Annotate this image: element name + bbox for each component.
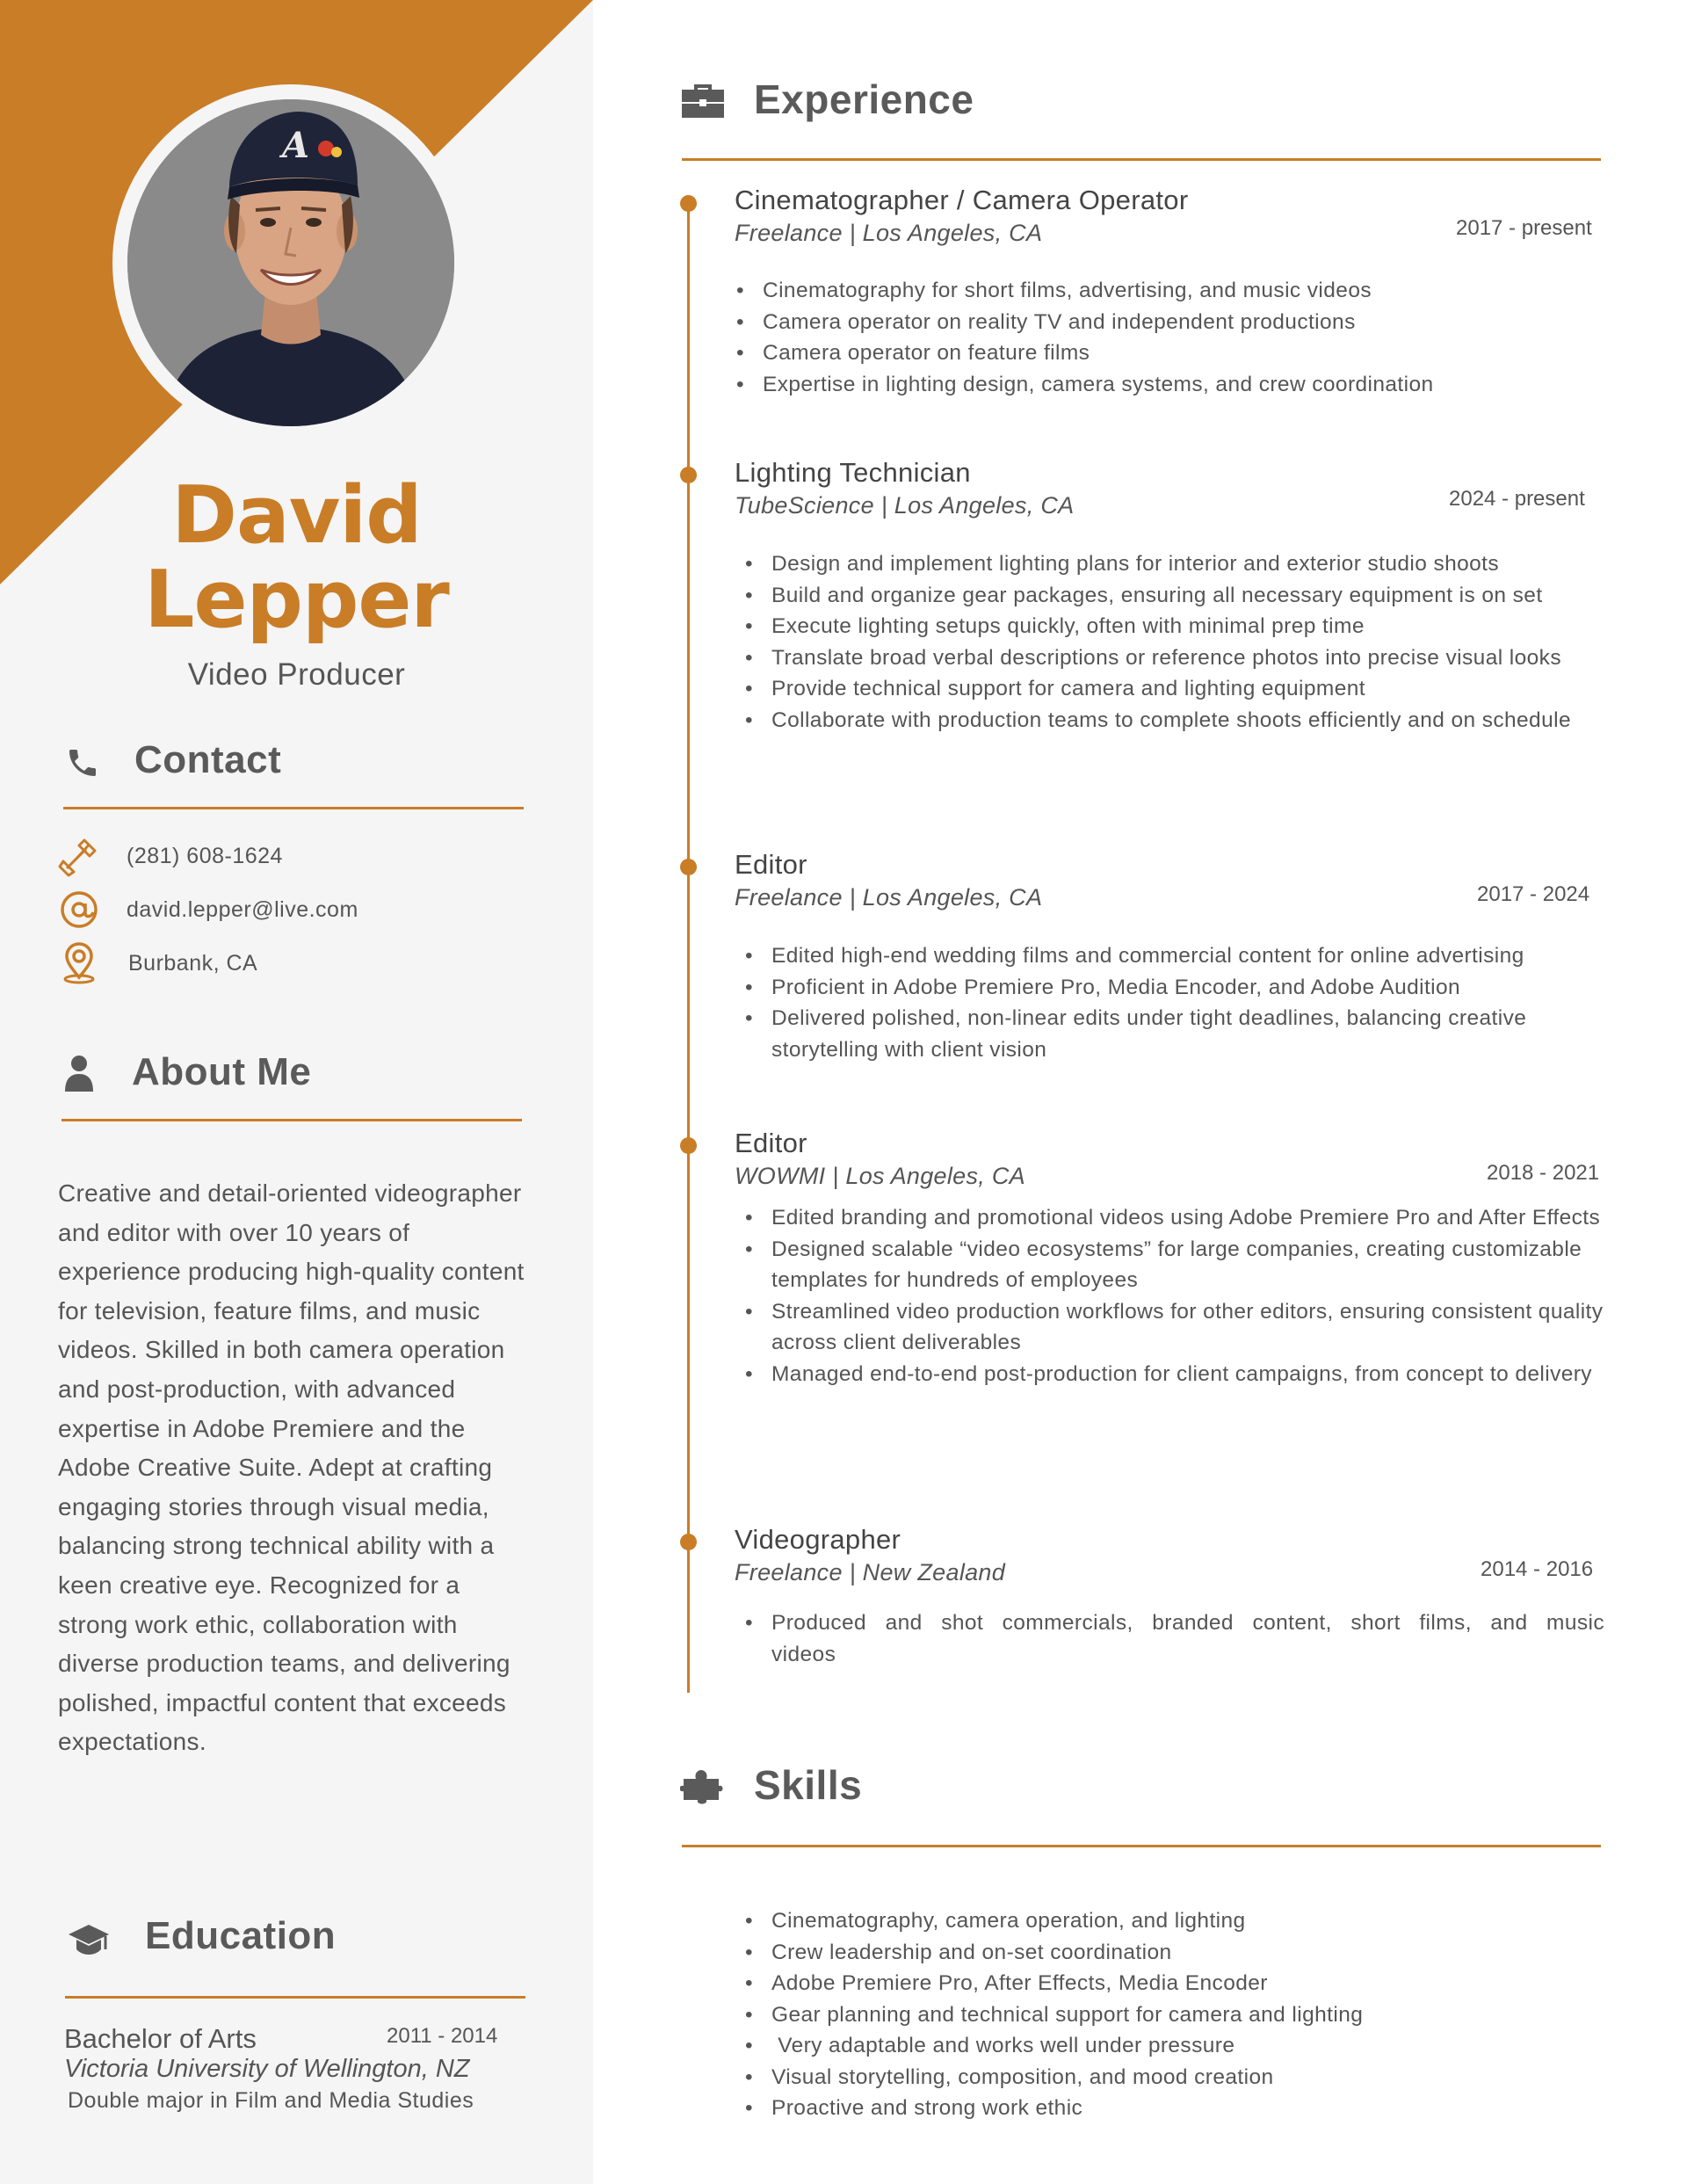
job-bullets — [735, 1202, 1604, 1389]
job-bullets — [735, 548, 1604, 736]
skills-divider — [682, 1845, 1601, 1847]
job-company: Freelance | Los Angeles, CA — [735, 220, 1043, 246]
job-bullet: • Edited branding and promotional videos using Adobe Premiere Pro and After Effects — [735, 1202, 1604, 1234]
experience-divider — [682, 158, 1601, 161]
contact-location: Burbank, CA — [128, 951, 258, 976]
puzzle-icon — [680, 1770, 724, 1805]
job-bullet: • Produced and shot commercials, branded content, short films, and music videos — [735, 1607, 1604, 1670]
location-pin-icon — [58, 942, 100, 984]
job-bullets — [735, 940, 1604, 1065]
portrait-image — [127, 99, 454, 426]
timeline-dot — [680, 195, 697, 212]
job-company: TubeScience | Los Angeles, CA — [735, 492, 1075, 519]
job-bullet: • Camera operator on reality TV and independent productions — [726, 307, 1604, 338]
skills-list — [735, 1905, 1604, 2124]
job-title: Editor — [735, 1128, 807, 1158]
job-title: Cinematographer / Camera Operator — [735, 185, 1189, 215]
job-dates: 2014 - 2016 — [1481, 1557, 1594, 1581]
job-entry — [735, 849, 1604, 1065]
skill-item: • Adobe Premiere Pro, After Effects, Media Encoder — [735, 1968, 1604, 1999]
about-divider — [62, 1119, 522, 1121]
job-title: Lighting Technician — [735, 457, 971, 488]
job-bullet: • Managed end-to-end post-production for client campaigns, from concept to delivery — [735, 1359, 1604, 1390]
job-entry — [735, 185, 1604, 400]
job-bullet: • Edited high-end wedding films and commercial content for online advertising — [735, 940, 1604, 972]
phone-icon — [65, 745, 100, 780]
experience-timeline — [687, 200, 690, 1693]
contact-phone[interactable]: (281) 608-1624 — [127, 844, 283, 868]
job-bullet: • Translate broad verbal descriptions or reference photos into precise visual looks — [735, 642, 1604, 674]
person-icon — [63, 1055, 95, 1092]
timeline-dot — [680, 467, 697, 483]
timeline-dot — [680, 859, 697, 875]
job-title: Videographer — [735, 1524, 901, 1555]
job-bullet: • Designed scalable “video ecosystems” for large companies, creating customizable templates for hundreds of employees — [735, 1234, 1604, 1296]
briefcase-icon — [682, 84, 724, 118]
skill-item: • Gear planning and technical support for camera and lighting — [735, 1999, 1604, 2031]
name-last: Lepper — [144, 554, 449, 646]
job-role: Video Producer — [187, 657, 406, 692]
job-bullet: • Build and organize gear packages, ensuring all necessary equipment is on set — [735, 580, 1604, 612]
job-bullet: • Design and implement lighting plans for interior and exterior studio shoots — [735, 548, 1604, 580]
job-bullet: • Expertise in lighting design, camera systems, and crew coordination — [726, 369, 1604, 401]
about-heading: About Me — [132, 1050, 312, 1093]
job-bullet: • Proficient in Adobe Premiere Pro, Media Encoder, and Adobe Audition — [735, 972, 1604, 1004]
at-sign-icon — [58, 889, 100, 931]
job-dates: 2018 - 2021 — [1487, 1161, 1600, 1185]
education-degree: Bachelor of Arts — [64, 2023, 257, 2054]
job-entry — [735, 457, 1604, 736]
experience-heading: Experience — [754, 76, 974, 122]
job-bullet: • Provide technical support for camera and lighting equipment — [735, 673, 1604, 705]
education-heading: Education — [145, 1914, 337, 1957]
timeline-dot — [680, 1137, 697, 1154]
contact-email[interactable]: david.lepper@live.com — [127, 897, 358, 922]
education-school: Victoria University of Wellington, NZ — [64, 2055, 470, 2083]
job-bullet: • Delivered polished, non-linear edits under tight deadlines, balancing creative storytelling with client vision — [735, 1003, 1604, 1065]
skill-item: • Crew leadership and on-set coordination — [735, 1937, 1604, 1969]
job-bullet: • Streamlined video production workflows for other editors, ensuring consistent quality across client deliverables — [735, 1296, 1604, 1359]
job-company: Freelance | Los Angeles, CA — [735, 884, 1043, 911]
skill-item: • Visual storytelling, composition, and mood creation — [735, 2062, 1604, 2093]
job-bullet: • Execute lighting setups quickly, often with minimal prep time — [735, 611, 1604, 642]
job-bullet: • Camera operator on feature films — [726, 337, 1604, 369]
job-bullets — [726, 275, 1604, 400]
job-bullet: • Cinematography for short films, advertising, and music videos — [726, 275, 1604, 307]
skill-item: • Proactive and strong work ethic — [735, 2093, 1604, 2124]
job-dates: 2017 - 2024 — [1477, 882, 1590, 906]
svg-text:A: A — [282, 125, 310, 166]
education-divider — [65, 1996, 525, 1999]
skill-item: • Very adaptable and works well under pressure — [735, 2030, 1604, 2062]
job-entry — [735, 1524, 1604, 1670]
job-title: Editor — [735, 849, 807, 880]
avatar — [127, 99, 454, 426]
about-text: Creative and detail-oriented videographer and editor with over 10 years of experience producing high-quality content for television, feature films, and music videos. Skilled in both camera operation and post-production, with advanced expertise in Adobe Premiere and the Adobe Creative Suite. Adept at crafting engaging stories through visual media, balancing strong technical ability with a keen creative eye. Recognized for a strong work ethic, collaboration with diverse production teams, and delivering polished, impactful content that exceeds expectations. — [58, 1179, 525, 1756]
name-first: David — [171, 469, 422, 562]
handset-icon — [58, 835, 100, 877]
skills-heading: Skills — [754, 1762, 863, 1808]
job-company: Freelance | New Zealand — [735, 1559, 1006, 1585]
contact-heading: Contact — [134, 738, 282, 781]
job-company: WOWMI | Los Angeles, CA — [735, 1163, 1025, 1189]
education-dates: 2011 - 2014 — [387, 2024, 498, 2048]
education-detail: Double major in Film and Media Studies — [68, 2088, 474, 2113]
job-bullet: • Collaborate with production teams to complete shoots efficiently and on schedule — [735, 705, 1604, 736]
job-entry — [735, 1128, 1604, 1389]
job-dates: 2017 - present — [1456, 216, 1592, 240]
sidebar — [0, 0, 593, 2184]
job-dates: 2024 - present — [1449, 487, 1585, 511]
timeline-dot — [680, 1534, 697, 1550]
skill-item: • Cinematography, camera operation, and lighting — [735, 1905, 1604, 1937]
graduation-cap-icon — [67, 1923, 111, 1960]
contact-divider — [63, 807, 524, 809]
job-bullets — [735, 1607, 1604, 1670]
